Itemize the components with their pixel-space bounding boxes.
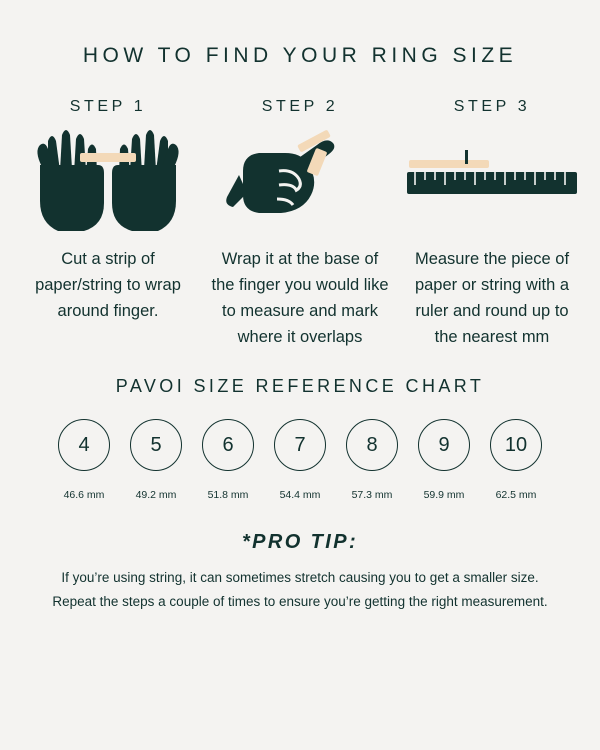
step-2-description: Wrap it at the base of the finger you would like to measure and mark where it overlaps — [211, 250, 389, 346]
page-title: HOW TO FIND YOUR RING SIZE — [82, 44, 518, 67]
size-chart-row — [0, 419, 600, 501]
size-cell — [345, 419, 399, 501]
size-mm-label: 59.9 mm — [423, 489, 465, 501]
two-hands-holding-paper-strip-icon — [18, 123, 198, 238]
size-mm-label: 49.2 mm — [135, 489, 177, 501]
size-mm-label: 54.4 mm — [279, 489, 321, 501]
size-cell — [489, 419, 543, 501]
size-circle: 5 — [130, 419, 182, 471]
size-mm-label: 51.8 mm — [207, 489, 249, 501]
ruler-measuring-strip-icon — [403, 138, 581, 223]
step-3-label: STEP 3 — [453, 98, 531, 115]
size-mm-label: 62.5 mm — [495, 489, 537, 501]
size-cell — [273, 419, 327, 501]
size-circle: 8 — [346, 419, 398, 471]
step-1 — [14, 98, 202, 350]
step-2 — [206, 98, 394, 350]
step-3 — [398, 98, 586, 350]
size-circle: 4 — [58, 419, 110, 471]
step-2-illustration — [206, 124, 394, 236]
size-cell — [417, 419, 471, 501]
size-chart-title: PAVOI SIZE REFERENCE CHART — [115, 376, 485, 396]
hand-wrapping-strip-around-finger-icon — [225, 123, 375, 238]
step-1-description: Cut a strip of paper/string to wrap around finger. — [35, 250, 181, 320]
step-1-label: STEP 1 — [69, 98, 147, 115]
steps-container — [0, 98, 600, 350]
size-mm-label: 57.3 mm — [351, 489, 393, 501]
pro-tip-body: If you’re using string, it can sometimes stretch causing you to get a smaller size. Repeat the steps a couple of times to ensure you’re getting the right measurement. — [52, 570, 548, 609]
step-1-illustration — [14, 124, 202, 236]
size-circle: 9 — [418, 419, 470, 471]
size-circle: 7 — [274, 419, 326, 471]
step-3-description: Measure the piece of paper or string with a ruler and round up to the nearest mm — [414, 250, 570, 346]
size-mm-label: 46.6 mm — [63, 489, 105, 501]
step-2-label: STEP 2 — [261, 98, 339, 115]
size-circle: 6 — [202, 419, 254, 471]
size-cell — [129, 419, 183, 501]
size-cell — [201, 419, 255, 501]
step-3-illustration — [398, 124, 586, 236]
pro-tip-title: *PRO TIP: — [241, 531, 359, 553]
size-circle: 10 — [490, 419, 542, 471]
size-cell — [57, 419, 111, 501]
